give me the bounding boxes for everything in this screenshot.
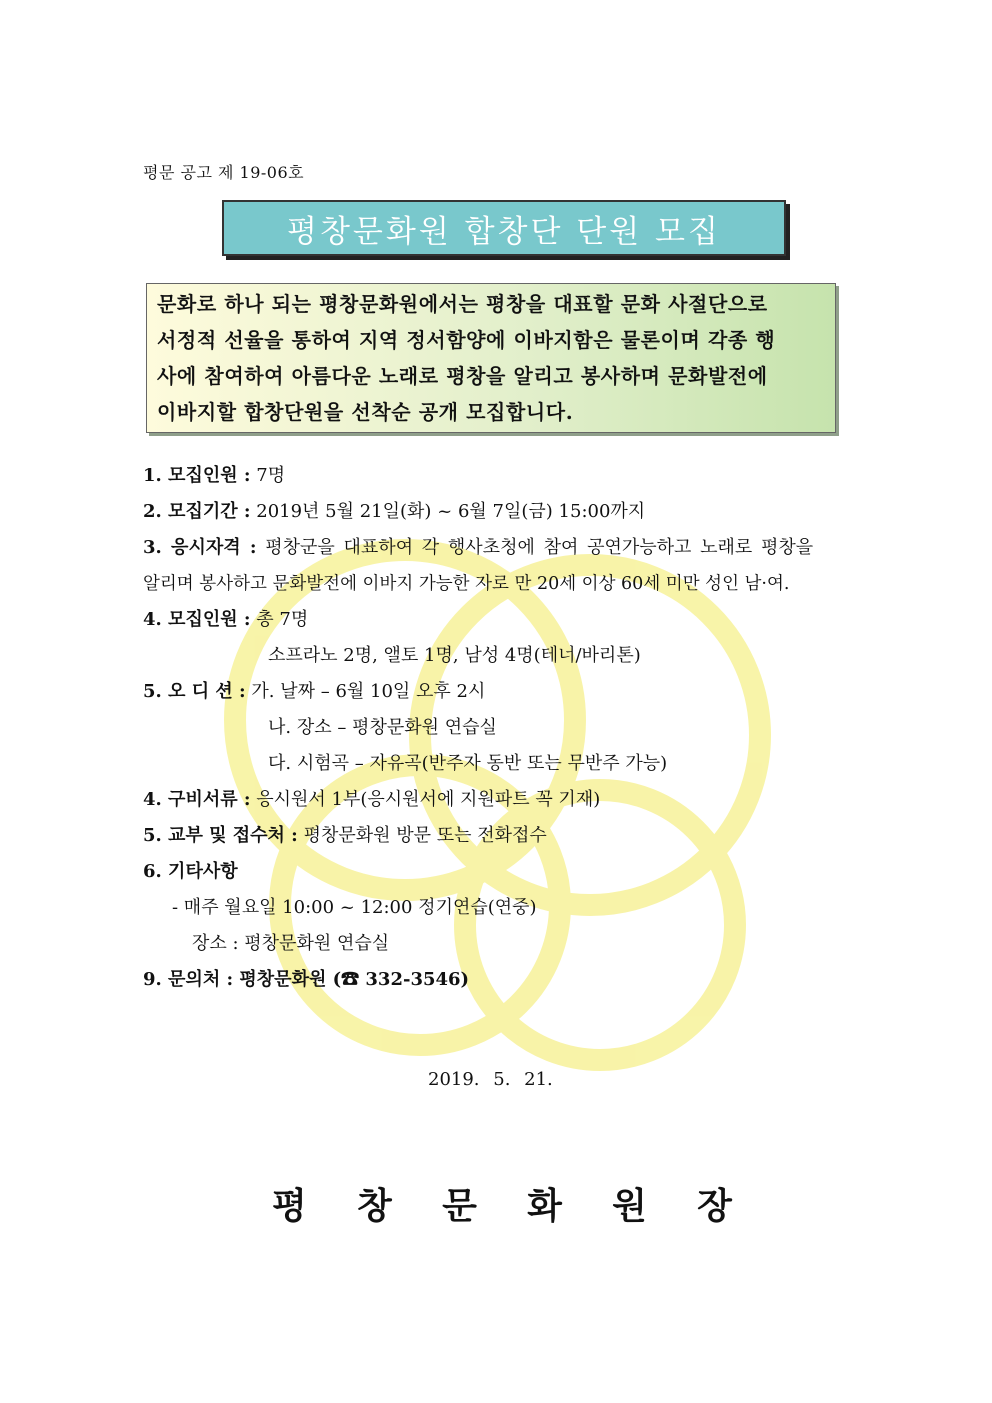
item-documents	[143, 788, 600, 812]
item-label: 1. 모집인원 :	[143, 465, 251, 486]
item-value: 가. 날짜 – 6월 10일 오후 2시	[245, 681, 486, 702]
signature-char: 문	[442, 1185, 477, 1227]
item-other-practice: - 매주 월요일 10:00 ~ 12:00 정기연습(연중)	[172, 897, 537, 918]
item-period	[143, 500, 645, 524]
item-contact	[143, 968, 469, 992]
item-audition	[143, 680, 485, 704]
signature-char: 화	[527, 1185, 562, 1227]
item-label: 4. 모집인원 :	[143, 609, 251, 630]
item-value: 평창문화원 (☎ 332-3546)	[233, 969, 470, 990]
intro-box	[146, 283, 836, 433]
item-label: 9. 문의처 :	[143, 969, 234, 990]
item-value: 평창군을 대표하여 각 행사초청에 참여 공연가능하고 노래로 평창을	[256, 537, 814, 558]
intro-line: 문화로 하나 되는 평창문화원에서는 평창을 대표할 문화 사절단으로	[157, 292, 768, 316]
intro-line: 이바지할 합창단원을 선착순 공개 모집합니다.	[157, 400, 574, 424]
item-recruit-detail	[143, 608, 308, 632]
item-label: 4. 구비서류 :	[143, 789, 251, 810]
item-value: 평창문화원 방문 또는 전화접수	[297, 825, 547, 846]
item-recruit-count	[143, 464, 285, 488]
item-label: 5. 교부 및 접수처 :	[143, 825, 298, 846]
signature-char: 창	[357, 1185, 392, 1227]
item-label: 2. 모집기간 :	[143, 501, 251, 522]
intro-line: 서정적 선율을 통하여 지역 정서함양에 이바지함은 물론이며 각종 행	[157, 328, 776, 352]
item-value: 7명	[250, 465, 286, 486]
item-value: 2019년 5월 21일(화) ~ 6월 7일(금) 15:00까지	[250, 501, 646, 522]
signature-char: 장	[697, 1185, 732, 1227]
item-submission	[143, 824, 547, 848]
intro-line: 사에 참여하여 아름다운 노래로 평창을 알리고 봉사하며 문화발전에	[157, 364, 768, 388]
page-title: 평창문화원 합창단 단원 모집	[287, 213, 721, 250]
item-label: 3. 응시자격 :	[143, 537, 257, 558]
item-label: 5. 오 디 션 :	[143, 681, 246, 702]
item-qualification-cont: 알리며 봉사하고 문화발전에 이바지 가능한 자로 만 20세 이상 60세 미만 성인 남·여.	[143, 574, 790, 594]
title-banner	[222, 200, 786, 256]
item-audition-place: 나. 장소 – 평창문화원 연습실	[268, 717, 497, 738]
signature-char: 원	[612, 1185, 647, 1227]
notice-number: 평문 공고 제 19-06호	[143, 163, 305, 182]
notice-date: 2019. 5. 21.	[428, 1069, 553, 1090]
item-other-place: 장소 : 평창문화원 연습실	[192, 933, 390, 954]
signature-char: 평	[272, 1185, 307, 1227]
item-value: 응시원서 1부(응시원서에 지원파트 꼭 기재)	[250, 789, 601, 810]
item-other-label: 6. 기타사항	[143, 861, 238, 882]
item-audition-song: 다. 시험곡 – 자유곡(반주자 동반 또는 무반주 가능)	[268, 753, 668, 774]
item-qualification	[143, 536, 813, 560]
item-recruit-detail-cont: 소프라노 2명, 앨토 1명, 남성 4명(테너/바리톤)	[268, 645, 641, 666]
signature	[272, 1178, 732, 1229]
item-value: 총 7명	[250, 609, 309, 630]
